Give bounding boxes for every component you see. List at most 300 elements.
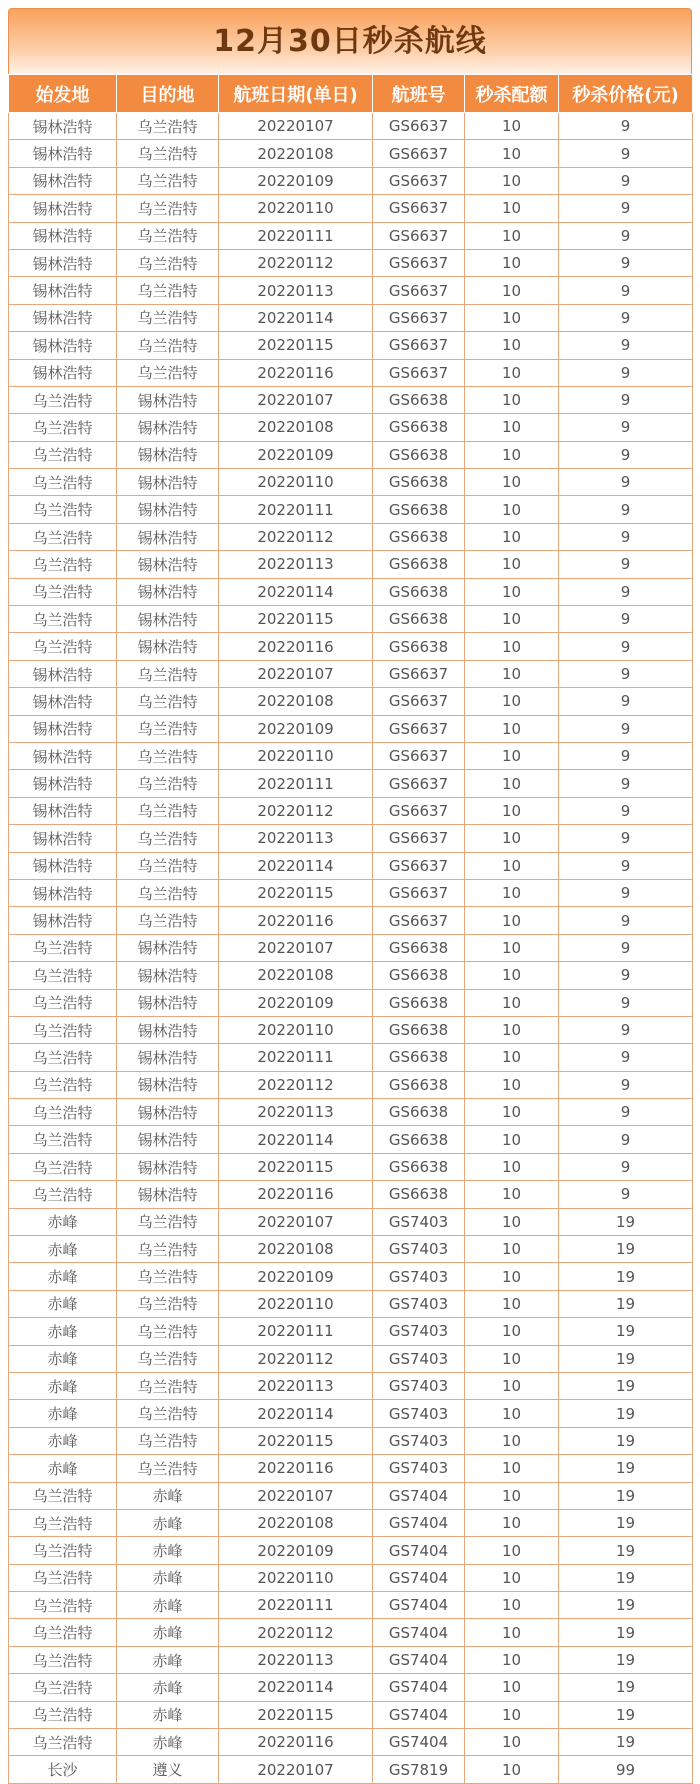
- quota-cell: 10: [465, 1592, 559, 1619]
- col-header-destination: 目的地: [117, 75, 219, 113]
- origin-cell: 锡林浩特: [9, 825, 117, 852]
- table-row: [9, 1263, 693, 1290]
- flight-number-cell: GS6638: [373, 606, 465, 633]
- quota-cell: 10: [465, 140, 559, 167]
- table-row: [9, 1345, 693, 1372]
- origin-cell: 赤峰: [9, 1318, 117, 1345]
- flight-number-cell: GS6638: [373, 578, 465, 605]
- price-cell: 19: [559, 1290, 693, 1317]
- table-body: [9, 113, 693, 1784]
- flight-date-cell: 20220111: [219, 1318, 373, 1345]
- col-header-flight-date: 航班日期(单日): [219, 75, 373, 113]
- flight-number-cell: GS7404: [373, 1509, 465, 1536]
- flight-number-cell: GS7404: [373, 1674, 465, 1701]
- flight-date-cell: 20220107: [219, 934, 373, 961]
- flight-date-cell: 20220110: [219, 742, 373, 769]
- flight-date-cell: 20220110: [219, 1290, 373, 1317]
- destination-cell: 锡林浩特: [117, 1153, 219, 1180]
- quota-cell: 10: [465, 1509, 559, 1536]
- flight-date-cell: 20220111: [219, 496, 373, 523]
- flight-number-cell: GS7404: [373, 1619, 465, 1646]
- price-cell: 9: [559, 359, 693, 386]
- flight-number-cell: GS6637: [373, 852, 465, 879]
- col-header-origin: 始发地: [9, 75, 117, 113]
- destination-cell: 锡林浩特: [117, 1044, 219, 1071]
- origin-cell: 锡林浩特: [9, 359, 117, 386]
- quota-cell: 10: [465, 797, 559, 824]
- quota-cell: 10: [465, 852, 559, 879]
- flight-date-cell: 20220116: [219, 1729, 373, 1756]
- table-row: [9, 332, 693, 359]
- table-row: [9, 1537, 693, 1564]
- quota-cell: 10: [465, 1372, 559, 1399]
- table-row: [9, 633, 693, 660]
- destination-cell: 乌兰浩特: [117, 1263, 219, 1290]
- origin-cell: 赤峰: [9, 1372, 117, 1399]
- quota-cell: 10: [465, 1756, 559, 1783]
- flight-date-cell: 20220112: [219, 523, 373, 550]
- quota-cell: 10: [465, 633, 559, 660]
- flight-date-cell: 20220112: [219, 1345, 373, 1372]
- origin-cell: 锡林浩特: [9, 140, 117, 167]
- price-cell: 19: [559, 1701, 693, 1728]
- flight-date-cell: 20220108: [219, 1236, 373, 1263]
- price-cell: 9: [559, 222, 693, 249]
- destination-cell: 锡林浩特: [117, 934, 219, 961]
- quota-cell: 10: [465, 825, 559, 852]
- flight-date-cell: 20220110: [219, 195, 373, 222]
- table-row: [9, 1208, 693, 1235]
- flight-date-cell: 20220116: [219, 907, 373, 934]
- flight-date-cell: 20220112: [219, 1619, 373, 1646]
- flight-number-cell: GS6638: [373, 496, 465, 523]
- flight-number-cell: GS7403: [373, 1290, 465, 1317]
- destination-cell: 乌兰浩特: [117, 907, 219, 934]
- origin-cell: 锡林浩特: [9, 113, 117, 140]
- origin-cell: 乌兰浩特: [9, 1729, 117, 1756]
- flight-date-cell: 20220111: [219, 222, 373, 249]
- flash-sale-sheet: [8, 8, 692, 1784]
- quota-cell: 10: [465, 1701, 559, 1728]
- destination-cell: 乌兰浩特: [117, 688, 219, 715]
- price-cell: 9: [559, 1153, 693, 1180]
- flight-number-cell: GS6638: [373, 1071, 465, 1098]
- price-cell: 9: [559, 1044, 693, 1071]
- quota-cell: 10: [465, 660, 559, 687]
- flight-number-cell: GS6637: [373, 113, 465, 140]
- flight-date-cell: 20220107: [219, 1756, 373, 1783]
- origin-cell: 乌兰浩特: [9, 1674, 117, 1701]
- destination-cell: 乌兰浩特: [117, 715, 219, 742]
- quota-cell: 10: [465, 688, 559, 715]
- flight-number-cell: GS6638: [373, 386, 465, 413]
- price-cell: 9: [559, 606, 693, 633]
- flight-date-cell: 20220113: [219, 277, 373, 304]
- quota-cell: 10: [465, 469, 559, 496]
- quota-cell: 10: [465, 1729, 559, 1756]
- price-cell: 9: [559, 469, 693, 496]
- flight-date-cell: 20220115: [219, 1153, 373, 1180]
- price-cell: 19: [559, 1674, 693, 1701]
- destination-cell: 锡林浩特: [117, 386, 219, 413]
- destination-cell: 赤峰: [117, 1509, 219, 1536]
- table-row: [9, 113, 693, 140]
- quota-cell: 10: [465, 1455, 559, 1482]
- origin-cell: 锡林浩特: [9, 852, 117, 879]
- flight-number-cell: GS6638: [373, 1044, 465, 1071]
- destination-cell: 赤峰: [117, 1482, 219, 1509]
- price-cell: 19: [559, 1729, 693, 1756]
- price-cell: 19: [559, 1318, 693, 1345]
- origin-cell: 乌兰浩特: [9, 934, 117, 961]
- destination-cell: 锡林浩特: [117, 1016, 219, 1043]
- table-row: [9, 770, 693, 797]
- price-cell: 9: [559, 852, 693, 879]
- table-row: [9, 879, 693, 906]
- flight-number-cell: GS6638: [373, 1181, 465, 1208]
- quota-cell: 10: [465, 962, 559, 989]
- flight-number-cell: GS7404: [373, 1701, 465, 1728]
- destination-cell: 赤峰: [117, 1619, 219, 1646]
- quota-cell: 10: [465, 1071, 559, 1098]
- flight-number-cell: GS6637: [373, 742, 465, 769]
- flight-date-cell: 20220114: [219, 1400, 373, 1427]
- price-cell: 9: [559, 688, 693, 715]
- origin-cell: 锡林浩特: [9, 222, 117, 249]
- price-cell: 19: [559, 1537, 693, 1564]
- destination-cell: 锡林浩特: [117, 962, 219, 989]
- table-row: [9, 578, 693, 605]
- destination-cell: 赤峰: [117, 1592, 219, 1619]
- col-header-quota: 秒杀配额: [465, 75, 559, 113]
- flight-date-cell: 20220107: [219, 1482, 373, 1509]
- origin-cell: 乌兰浩特: [9, 1126, 117, 1153]
- col-header-price: 秒杀价格(元): [559, 75, 693, 113]
- flight-number-cell: GS6637: [373, 249, 465, 276]
- price-cell: 9: [559, 113, 693, 140]
- quota-cell: 10: [465, 578, 559, 605]
- quota-cell: 10: [465, 742, 559, 769]
- flight-number-cell: GS7819: [373, 1756, 465, 1783]
- origin-cell: 乌兰浩特: [9, 1646, 117, 1673]
- flight-number-cell: GS7404: [373, 1564, 465, 1591]
- destination-cell: 锡林浩特: [117, 578, 219, 605]
- flight-date-cell: 20220109: [219, 441, 373, 468]
- destination-cell: 乌兰浩特: [117, 1290, 219, 1317]
- price-cell: 9: [559, 962, 693, 989]
- flight-number-cell: GS6637: [373, 825, 465, 852]
- origin-cell: 锡林浩特: [9, 660, 117, 687]
- origin-cell: 乌兰浩特: [9, 551, 117, 578]
- flight-date-cell: 20220115: [219, 879, 373, 906]
- flight-number-cell: GS7404: [373, 1482, 465, 1509]
- origin-cell: 锡林浩特: [9, 332, 117, 359]
- flight-date-cell: 20220116: [219, 633, 373, 660]
- flight-date-cell: 20220114: [219, 1674, 373, 1701]
- flight-number-cell: GS6638: [373, 1126, 465, 1153]
- destination-cell: 遵义: [117, 1756, 219, 1783]
- flight-date-cell: 20220113: [219, 1372, 373, 1399]
- price-cell: 9: [559, 523, 693, 550]
- price-cell: 9: [559, 249, 693, 276]
- price-cell: 9: [559, 551, 693, 578]
- table-row: [9, 989, 693, 1016]
- destination-cell: 乌兰浩特: [117, 167, 219, 194]
- destination-cell: 赤峰: [117, 1729, 219, 1756]
- flight-date-cell: 20220114: [219, 304, 373, 331]
- origin-cell: 长沙: [9, 1756, 117, 1783]
- table-row: [9, 660, 693, 687]
- header-row: [9, 75, 693, 113]
- flight-date-cell: 20220110: [219, 1016, 373, 1043]
- flight-date-cell: 20220111: [219, 770, 373, 797]
- flight-date-cell: 20220110: [219, 1564, 373, 1591]
- table-row: [9, 1126, 693, 1153]
- flight-number-cell: GS7403: [373, 1208, 465, 1235]
- flight-number-cell: GS6637: [373, 688, 465, 715]
- flight-number-cell: GS6637: [373, 304, 465, 331]
- quota-cell: 10: [465, 1181, 559, 1208]
- origin-cell: 乌兰浩特: [9, 633, 117, 660]
- table-row: [9, 1455, 693, 1482]
- flight-date-cell: 20220110: [219, 469, 373, 496]
- origin-cell: 乌兰浩特: [9, 523, 117, 550]
- quota-cell: 10: [465, 249, 559, 276]
- quota-cell: 10: [465, 277, 559, 304]
- price-cell: 9: [559, 1126, 693, 1153]
- flight-number-cell: GS6638: [373, 551, 465, 578]
- quota-cell: 10: [465, 1099, 559, 1126]
- flight-number-cell: GS7403: [373, 1455, 465, 1482]
- flight-date-cell: 20220115: [219, 606, 373, 633]
- flight-number-cell: GS6638: [373, 962, 465, 989]
- flight-date-cell: 20220111: [219, 1592, 373, 1619]
- quota-cell: 10: [465, 1482, 559, 1509]
- flight-number-cell: GS7404: [373, 1646, 465, 1673]
- table-row: [9, 1729, 693, 1756]
- price-cell: 9: [559, 660, 693, 687]
- origin-cell: 乌兰浩特: [9, 386, 117, 413]
- flight-date-cell: 20220116: [219, 1181, 373, 1208]
- flight-date-cell: 20220114: [219, 852, 373, 879]
- flight-number-cell: GS7403: [373, 1263, 465, 1290]
- flight-number-cell: GS6637: [373, 359, 465, 386]
- origin-cell: 乌兰浩特: [9, 1153, 117, 1180]
- quota-cell: 10: [465, 113, 559, 140]
- price-cell: 19: [559, 1619, 693, 1646]
- quota-cell: 10: [465, 989, 559, 1016]
- table-row: [9, 1153, 693, 1180]
- origin-cell: 乌兰浩特: [9, 1564, 117, 1591]
- origin-cell: 乌兰浩特: [9, 1482, 117, 1509]
- origin-cell: 锡林浩特: [9, 770, 117, 797]
- flight-date-cell: 20220107: [219, 660, 373, 687]
- destination-cell: 乌兰浩特: [117, 770, 219, 797]
- destination-cell: 乌兰浩特: [117, 1345, 219, 1372]
- quota-cell: 10: [465, 1674, 559, 1701]
- destination-cell: 锡林浩特: [117, 523, 219, 550]
- price-cell: 9: [559, 770, 693, 797]
- flight-date-cell: 20220112: [219, 797, 373, 824]
- flight-date-cell: 20220112: [219, 249, 373, 276]
- table-row: [9, 1509, 693, 1536]
- destination-cell: 锡林浩特: [117, 1099, 219, 1126]
- quota-cell: 10: [465, 441, 559, 468]
- quota-cell: 10: [465, 606, 559, 633]
- flight-date-cell: 20220115: [219, 1427, 373, 1454]
- flight-number-cell: GS6637: [373, 715, 465, 742]
- table-row: [9, 1181, 693, 1208]
- flight-date-cell: 20220113: [219, 1099, 373, 1126]
- destination-cell: 乌兰浩特: [117, 879, 219, 906]
- destination-cell: 乌兰浩特: [117, 797, 219, 824]
- flight-number-cell: GS6637: [373, 140, 465, 167]
- quota-cell: 10: [465, 934, 559, 961]
- origin-cell: 乌兰浩特: [9, 962, 117, 989]
- table-row: [9, 551, 693, 578]
- origin-cell: 乌兰浩特: [9, 1592, 117, 1619]
- table-row: [9, 1372, 693, 1399]
- destination-cell: 赤峰: [117, 1537, 219, 1564]
- destination-cell: 乌兰浩特: [117, 852, 219, 879]
- table-row: [9, 1016, 693, 1043]
- flight-date-cell: 20220115: [219, 1701, 373, 1728]
- quota-cell: 10: [465, 1208, 559, 1235]
- quota-cell: 10: [465, 167, 559, 194]
- origin-cell: 乌兰浩特: [9, 578, 117, 605]
- table-row: [9, 469, 693, 496]
- price-cell: 9: [559, 989, 693, 1016]
- quota-cell: 10: [465, 1564, 559, 1591]
- destination-cell: 锡林浩特: [117, 606, 219, 633]
- flight-number-cell: GS6638: [373, 414, 465, 441]
- origin-cell: 赤峰: [9, 1263, 117, 1290]
- flight-number-cell: GS6638: [373, 989, 465, 1016]
- origin-cell: 锡林浩特: [9, 715, 117, 742]
- origin-cell: 乌兰浩特: [9, 469, 117, 496]
- price-cell: 9: [559, 332, 693, 359]
- flight-number-cell: GS6637: [373, 770, 465, 797]
- origin-cell: 乌兰浩特: [9, 1016, 117, 1043]
- flight-number-cell: GS6637: [373, 797, 465, 824]
- flight-date-cell: 20220108: [219, 140, 373, 167]
- price-cell: 9: [559, 879, 693, 906]
- price-cell: 19: [559, 1372, 693, 1399]
- price-cell: 19: [559, 1646, 693, 1673]
- flight-date-cell: 20220116: [219, 1455, 373, 1482]
- price-cell: 9: [559, 1071, 693, 1098]
- price-cell: 9: [559, 140, 693, 167]
- table-row: [9, 688, 693, 715]
- quota-cell: 10: [465, 1290, 559, 1317]
- origin-cell: 乌兰浩特: [9, 1099, 117, 1126]
- origin-cell: 乌兰浩特: [9, 1619, 117, 1646]
- quota-cell: 10: [465, 907, 559, 934]
- flight-number-cell: GS6638: [373, 633, 465, 660]
- price-cell: 19: [559, 1564, 693, 1591]
- price-cell: 9: [559, 578, 693, 605]
- price-cell: 9: [559, 715, 693, 742]
- origin-cell: 赤峰: [9, 1345, 117, 1372]
- table-row: [9, 1427, 693, 1454]
- quota-cell: 10: [465, 386, 559, 413]
- origin-cell: 锡林浩特: [9, 742, 117, 769]
- price-cell: 19: [559, 1345, 693, 1372]
- flight-number-cell: GS6637: [373, 907, 465, 934]
- price-cell: 19: [559, 1236, 693, 1263]
- origin-cell: 乌兰浩特: [9, 496, 117, 523]
- quota-cell: 10: [465, 414, 559, 441]
- quota-cell: 10: [465, 222, 559, 249]
- destination-cell: 赤峰: [117, 1674, 219, 1701]
- origin-cell: 赤峰: [9, 1290, 117, 1317]
- origin-cell: 锡林浩特: [9, 907, 117, 934]
- price-cell: 19: [559, 1208, 693, 1235]
- flight-number-cell: GS7403: [373, 1345, 465, 1372]
- destination-cell: 乌兰浩特: [117, 1208, 219, 1235]
- flight-date-cell: 20220112: [219, 1071, 373, 1098]
- price-cell: 9: [559, 934, 693, 961]
- table-row: [9, 1236, 693, 1263]
- price-cell: 19: [559, 1400, 693, 1427]
- table-row: [9, 1592, 693, 1619]
- origin-cell: 赤峰: [9, 1455, 117, 1482]
- destination-cell: 乌兰浩特: [117, 222, 219, 249]
- destination-cell: 乌兰浩特: [117, 1427, 219, 1454]
- flight-number-cell: GS6637: [373, 277, 465, 304]
- flight-date-cell: 20220109: [219, 1263, 373, 1290]
- price-cell: 9: [559, 441, 693, 468]
- destination-cell: 乌兰浩特: [117, 742, 219, 769]
- quota-cell: 10: [465, 1537, 559, 1564]
- table-row: [9, 414, 693, 441]
- quota-cell: 10: [465, 1427, 559, 1454]
- quota-cell: 10: [465, 1126, 559, 1153]
- origin-cell: 乌兰浩特: [9, 1509, 117, 1536]
- quota-cell: 10: [465, 879, 559, 906]
- origin-cell: 乌兰浩特: [9, 414, 117, 441]
- page-title: 12月30日秒杀航线: [8, 8, 692, 74]
- price-cell: 19: [559, 1455, 693, 1482]
- flight-number-cell: GS6637: [373, 222, 465, 249]
- destination-cell: 赤峰: [117, 1701, 219, 1728]
- price-cell: 19: [559, 1509, 693, 1536]
- price-cell: 9: [559, 742, 693, 769]
- flight-date-cell: 20220108: [219, 688, 373, 715]
- table-row: [9, 1482, 693, 1509]
- destination-cell: 乌兰浩特: [117, 359, 219, 386]
- quota-cell: 10: [465, 1044, 559, 1071]
- flight-number-cell: GS7403: [373, 1236, 465, 1263]
- table-row: [9, 1044, 693, 1071]
- quota-cell: 10: [465, 770, 559, 797]
- destination-cell: 赤峰: [117, 1646, 219, 1673]
- flight-number-cell: GS6638: [373, 523, 465, 550]
- destination-cell: 乌兰浩特: [117, 140, 219, 167]
- table-row: [9, 1099, 693, 1126]
- origin-cell: 乌兰浩特: [9, 1537, 117, 1564]
- table-row: [9, 1701, 693, 1728]
- flight-date-cell: 20220114: [219, 578, 373, 605]
- quota-cell: 10: [465, 1236, 559, 1263]
- price-cell: 9: [559, 825, 693, 852]
- quota-cell: 10: [465, 195, 559, 222]
- flight-date-cell: 20220109: [219, 167, 373, 194]
- quota-cell: 10: [465, 1263, 559, 1290]
- table-row: [9, 249, 693, 276]
- destination-cell: 乌兰浩特: [117, 1400, 219, 1427]
- origin-cell: 锡林浩特: [9, 797, 117, 824]
